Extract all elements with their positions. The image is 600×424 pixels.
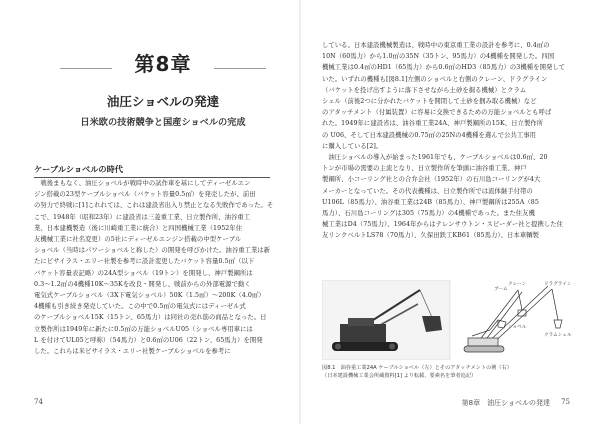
figure-caption [322,364,572,380]
page-number-left: 74 [34,398,43,406]
chapter-title-block [60,48,266,128]
body-line: の努力で終戦に[1]これれては、これは建設省出入り禁止となる失敗作であった。そ [34,202,274,210]
section-heading: ケーブルショベルの時代 [34,164,270,178]
caption-line: （日本建設機械工業会所蔵資料[1] より転載、要素名を筆者追記） [322,373,477,379]
body-line: いた。いずれの機種も[図8.1]左側のショベルと右側のクレーン、ドラグライン [322,75,548,83]
body-line: 馬力）、石川島コーリングは305（75馬力）の4機種であった。また住友機 [322,210,535,218]
figure-illustration [322,280,574,360]
body-line: ショベル（当時はパワーショベルと称した）の開発を呼びかけた。油谷重工業は新 [34,247,271,255]
body-line: 戦後まもなく、油圧ショベルが戦時中の試作車を基にしてディーゼルエン [34,180,251,187]
body-line: 10N（60馬力）から1.0㎥の35N（35トン、95馬力）の4機種を開発した。四国 [322,53,555,61]
page-number-right: 75 [561,398,570,406]
figure-8-1 [322,280,574,360]
body-line: トンが市場の需要の主流となり、日立製作所を筆頭に油谷重工業、神戸 [322,165,527,173]
body-line: L を付けてUL05と呼称）（54馬力）と0.6㎥のU06（22トン、65馬力）を開発 [34,336,263,344]
right-page [300,0,600,424]
callout-dragline: ドラグライン [544,282,572,287]
chapter-label: 第8章 [134,52,192,76]
body-line: のアタッチメント（付属装置）に容易に交換できるための万能ショベルとも呼ば [322,109,552,117]
body-line: 0.3～1.2㎥の4機種10K～35Kを改良・開発し、戦前からの外部電源で動く [34,280,251,288]
body-line: 油圧ショベルの導入が始まった1961年でも、ケーブルショベルは0.6㎥、20 [322,154,548,162]
body-line: バケット容量表記略）の24A型ショベル（19トン）を開発し、神戸製鋼所は [34,269,253,277]
body-line: に購入している[2]。 [322,142,383,150]
body-line: のケーブルショベル15K（15トン、65馬力）は同社の売れ筋の商品となった。日 [34,314,267,322]
body-line: たにビサイラス・エリー社製を参考に設計変更したバケット容量0.5㎥（以下 [34,258,255,266]
body-line: している。日本建設機械製造は、戦時中の東京重工業の設計を参考に、0.4㎥の [322,42,550,49]
body-line: 製鋼所、小コーリング社との合弁会社（1952年）の石川島コーリングが4大 [322,176,541,184]
callout-shovel: ショベル [508,325,527,330]
right-body-text [322,40,570,242]
chapter-subtitle: 日米欧の技術競争と国産ショベルの完成 [80,117,246,128]
body-line: （バケットを投げ出すように落下させながら土砂を掘る機械）とクラム [322,86,527,94]
body-line: 4機種も引き続き発売していた。この中で0.5㎥の電気式にはディーゼル式 [34,303,246,311]
running-head: 第8章 油圧ショベルの発達 [461,399,550,407]
body-line: 械工業はD4（75馬力）、1964年からはテレンサウトン・スピーダー社と提携した住 [322,221,564,229]
body-line: 機械工業は0.4㎥のHD1（65馬力）から0.6㎥のHD3（85馬力）の3機種を開発して [322,64,566,72]
chapter-title: 油圧ショベルの発達 [106,94,220,109]
left-body-text [34,178,276,357]
body-line: の U06、そして日本建設機械の0.75㎥の25Nの4機種を選んで公共工事用 [322,131,537,139]
callout-clamshell: クラムシェル [544,333,572,338]
callout-crane: クレーン [508,282,527,287]
attachments-drawing [464,286,562,352]
callout-boom: ブーム [494,287,508,292]
body-line: 業、日本建機製造（後に川崎重工業に統合）と四国機械工業（1952年住 [34,224,243,232]
body-line: 友機械工業に社名変更）の5社にディーゼルエンジン搭載の中型ケーブル [34,236,242,244]
body-line: こで、1948年（昭和23年）に建設省は三菱重工業、日立製作所、油谷重工 [34,213,251,221]
body-line: メーカーとなっていた。その代表機種は、日立製作所では流体継手付帯の [322,187,533,195]
body-line: シェル（前後2つに分かれたバケットを開閉して土砂を掴み取る機械）など [322,98,537,106]
shovel-photo [322,280,450,360]
body-line: 友リンクベルトLS78（70馬力）、久保田鉄工KB61（85馬力）、日本車輌製 [322,232,540,240]
body-line: 立製作所は1949年に新たに0.5㎥の万能ショベルU05（ショベル専用車には [34,325,253,333]
body-line: 電気式ケーブルショベル（3X下電気ショベル）50K（1.5㎥）～200K（4.0㎥） [34,292,265,300]
body-line: U106L（85馬力）、油谷重工業は24B（85馬力）、神戸製鋼所は255A（85 [322,198,539,206]
body-line: れた。1949年に建設省は、油谷重工業24A、神戸製鋼所の15K、日立製作所 [322,120,544,128]
caption-line: 図8.1 油谷重工業24A ケーブルショベル（左）とそのアタッチメントの例（右） [322,365,512,371]
body-line: ジン搭載の23型ケーブルショベル（バケット容量0.5㎥）を発売したが、前田 [34,191,256,199]
body-line: した。これらは米ビサイラス・エリー社製ケーブルショベルを参考に [34,348,231,356]
